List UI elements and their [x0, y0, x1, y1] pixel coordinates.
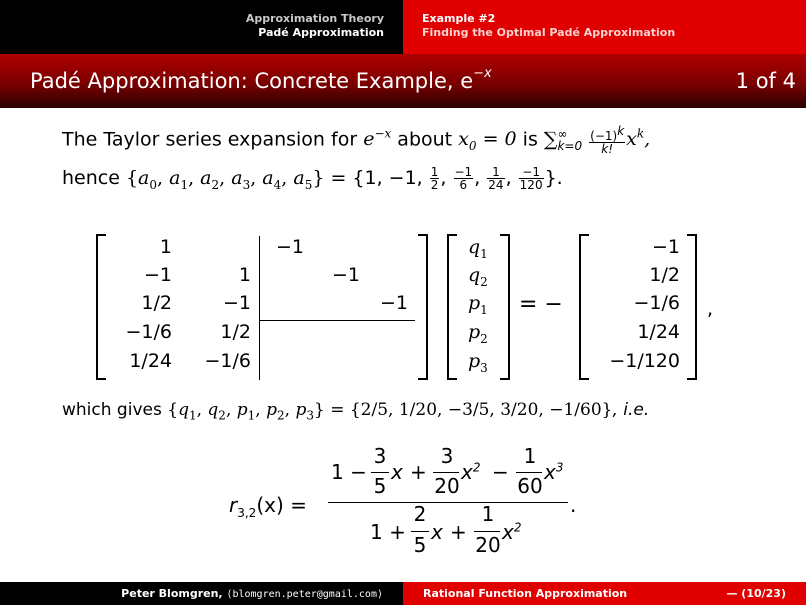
sum-symbol: ∑	[543, 128, 558, 151]
nav-section-title[interactable]: Approximation Theory	[245, 12, 384, 25]
rhs-cell: −1	[651, 236, 680, 258]
taylor-about-text: about	[391, 128, 459, 151]
matrix-left-bracket	[96, 234, 106, 380]
denominator-coef-den: 20	[475, 533, 501, 557]
coeff-equals: =	[324, 167, 353, 190]
vector-left-bracket	[447, 234, 457, 380]
rhs-left-bracket	[579, 234, 589, 380]
rhs-cell: −1/120	[609, 350, 680, 372]
matrix-cell: −1	[379, 292, 408, 314]
denominator-coef-line	[474, 531, 500, 532]
numerator-coef-num: 3	[440, 444, 454, 468]
denominator-coef-num: 2	[413, 502, 427, 526]
nav-example-panel[interactable]	[403, 0, 806, 54]
matrix-cell: −1/6	[204, 350, 251, 372]
nav-example-subtitle[interactable]: Finding the Optimal Padé Approximation	[422, 26, 676, 39]
rational-lhs: $r_{3,2}(x)$ =	[229, 493, 307, 520]
matrix-vertical-divider	[259, 236, 260, 380]
unknown-entry: $p_3$	[468, 350, 488, 375]
rational-period: .	[570, 493, 577, 517]
numerator-plus: +	[410, 460, 427, 484]
exp-function: $e^{-x}$	[363, 127, 392, 151]
matrix-cell: 1/24	[129, 350, 172, 372]
footer-email: ⟨blomgren.peter@gmail.com⟩	[226, 589, 383, 600]
solution-equals: =	[324, 400, 350, 420]
main-fraction-bar	[328, 502, 568, 503]
fraction-separator: ,	[474, 167, 487, 190]
slide-title-text: Padé Approximation: Concrete Example, e	[30, 69, 474, 93]
unknown-entry: $p_2$	[468, 321, 488, 346]
slide-title	[30, 66, 492, 93]
unknown-entry: $q_1$	[468, 236, 488, 261]
coefficient-fraction	[487, 166, 504, 191]
fraction-numerator: −1	[519, 166, 544, 179]
taylor-line-1	[62, 118, 802, 162]
nav-section-panel[interactable]	[0, 0, 403, 54]
coefficient-fraction	[519, 166, 544, 191]
coefficient-fraction	[430, 166, 440, 191]
footer-author-panel	[0, 582, 403, 605]
coefficient-set: {$a_0$, $a_1$, $a_2$, $a_3$, $a_4$, $a_5$}	[125, 167, 325, 192]
denominator-plus: +	[450, 520, 467, 544]
numerator-var: $x^2$	[461, 460, 481, 484]
series-term-denominator: k!	[601, 141, 614, 156]
denominator-lead: 1 +	[370, 520, 406, 544]
taylor-line-2	[62, 162, 802, 201]
matrix-cell: 1/2	[141, 292, 172, 314]
series-term-fraction	[589, 125, 625, 155]
ie-text: , i.e.	[612, 400, 650, 420]
matrix-cell: −1	[275, 236, 304, 258]
taylor-is-text: is	[516, 128, 544, 151]
matrix-cell: −1	[143, 264, 172, 286]
denominator-var: $x^2$	[502, 520, 522, 544]
numerator-coef-num: 3	[373, 444, 387, 468]
solution-unknowns: {$q_1$, $q_2$, $p_1$, $p_2$, $p_3$}	[167, 400, 325, 423]
numerator-coef-line	[433, 472, 459, 473]
matrix-right-bracket	[418, 234, 428, 380]
numerator-coef-num: 1	[523, 444, 537, 468]
numerator-coef-line	[516, 472, 542, 473]
rhs-cell: 1/24	[637, 321, 680, 343]
slide-counter: 1 of 4	[735, 69, 796, 93]
coeff-values-end: }.	[544, 167, 563, 190]
solution-values: {2/5, 1/20, −3/5, 3/20, −1/60}	[349, 400, 613, 420]
matrix-horizontal-divider	[259, 320, 415, 321]
footer-page-number: — (10/23)	[726, 587, 786, 600]
footer-title-panel	[403, 582, 806, 605]
fraction-numerator: 1	[487, 166, 504, 179]
sum-lower-limit: k=0	[557, 138, 583, 153]
fraction-denominator: 6	[459, 178, 468, 193]
numerator-var: $x^3$	[544, 460, 564, 484]
slide-title-bar	[0, 54, 806, 108]
rhs-right-bracket	[687, 234, 697, 380]
numerator-var: x	[391, 460, 403, 484]
nav-example-label[interactable]: Example #2	[422, 12, 496, 25]
gives-text: which gives	[62, 400, 168, 420]
coefficient-fraction	[454, 166, 474, 191]
numerator-minus: −	[492, 460, 509, 484]
series-term-numerator: $(-1)^k$	[590, 123, 625, 143]
rhs-cell: −1/6	[633, 292, 680, 314]
denominator-coef-den: 5	[413, 533, 427, 557]
fraction-numerator: −1	[454, 165, 473, 180]
matrix-cell: 1/2	[220, 321, 251, 343]
fraction-separator: ,	[505, 167, 518, 190]
sum-upper-limit: ∞	[557, 126, 568, 141]
fraction-denominator: 120	[519, 178, 543, 193]
matrix-cell: 1	[159, 236, 172, 258]
vector-right-bracket	[500, 234, 510, 380]
denominator-coef-line	[411, 531, 429, 532]
expansion-point: $x_0 = 0$	[458, 128, 517, 154]
coeff-values-start: {1, −1,	[352, 167, 429, 190]
footer-talk-title: Rational Function Approximation	[423, 587, 628, 600]
series-term-power: $x^k$,	[626, 127, 651, 151]
taylor-intro-text: The Taylor series expansion for	[62, 128, 364, 151]
slide-title-exponent: −x	[473, 66, 492, 81]
numerator-lead: 1 −	[331, 460, 367, 484]
numerator-coef-den: 5	[373, 474, 387, 498]
numerator-coef-line	[371, 472, 389, 473]
nav-section-subtitle[interactable]: Padé Approximation	[258, 26, 384, 39]
matrix-cell: −1	[331, 264, 360, 286]
equals-minus: = −	[519, 292, 563, 317]
numerator-coef-den: 60	[517, 474, 543, 498]
fraction-denominator: 24	[488, 178, 504, 193]
coefficient-fractions	[429, 165, 545, 193]
slide-footer	[0, 582, 806, 605]
rhs-cell: 1/2	[649, 264, 680, 286]
fraction-denominator: 2	[430, 178, 439, 193]
solution-line	[62, 400, 649, 422]
matrix-cell: −1/6	[125, 321, 172, 343]
numerator-coef-den: 20	[434, 474, 460, 498]
sum-limits	[557, 128, 582, 152]
unknown-entry: $q_2$	[468, 264, 488, 289]
fraction-numerator: 1	[430, 165, 439, 180]
matrix-cell: −1	[222, 292, 251, 314]
hence-text: hence	[62, 167, 126, 190]
footer-author: Peter Blomgren,	[121, 587, 227, 600]
taylor-series-paragraph	[62, 118, 802, 201]
denominator-var: x	[431, 520, 443, 544]
fraction-separator: ,	[440, 167, 453, 190]
unknown-entry: $p_1$	[468, 292, 488, 317]
denominator-coef-num: 1	[481, 502, 495, 526]
navigation-header	[0, 0, 806, 54]
matrix-trailing-comma: ,	[707, 298, 714, 320]
matrix-cell: 1	[238, 264, 251, 286]
